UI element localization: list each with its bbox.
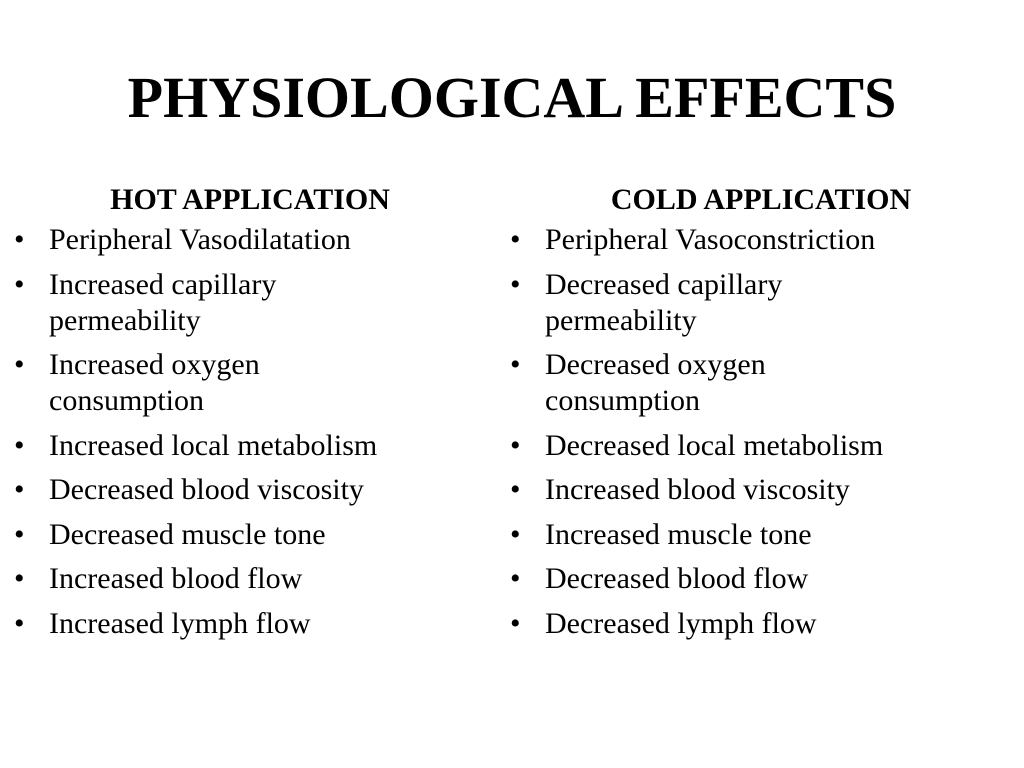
- bullet-icon: •: [14, 348, 25, 381]
- hot-application-heading: HOT APPLICATION: [110, 183, 390, 216]
- list-item-text: Decreased blood flow: [545, 562, 809, 595]
- list-item: [10, 561, 490, 597]
- list-item: [506, 606, 1016, 642]
- bullet-icon: •: [510, 223, 521, 256]
- list-item-text: Increased blood viscosity: [545, 473, 850, 506]
- list-item-text: Decreased local metabolism: [545, 428, 884, 462]
- list-item-text: Peripheral Vasoconstriction: [545, 223, 876, 256]
- list-item: [506, 267, 1016, 339]
- list-item: [506, 428, 1016, 464]
- cold-application-heading: COLD APPLICATION: [610, 183, 912, 216]
- list-item-text: Increased lymph flow: [49, 606, 311, 640]
- slide-title: PHYSIOLOGICAL EFFECTS: [127, 65, 897, 130]
- list-item: [10, 517, 490, 553]
- list-item: [10, 472, 490, 508]
- list-item-text: Decreased blood viscosity: [49, 473, 364, 506]
- list-item: [10, 606, 490, 642]
- cold-application-list: [506, 222, 1016, 642]
- list-item-text: Peripheral Vasodilatation: [49, 223, 351, 256]
- bullet-icon: •: [510, 562, 521, 595]
- hot-application-column: [10, 178, 490, 650]
- bullet-icon: •: [510, 348, 521, 381]
- bullet-icon: •: [14, 517, 25, 551]
- bullet-icon: •: [14, 267, 25, 301]
- list-item: [506, 472, 1016, 508]
- list-item-text: Increased blood flow: [49, 562, 303, 595]
- list-item: [506, 222, 1016, 258]
- bullet-icon: •: [14, 223, 25, 256]
- list-item: [10, 222, 490, 258]
- hot-application-list: [10, 222, 490, 642]
- list-item-text: Decreased muscle tone: [49, 517, 326, 551]
- list-item: [10, 267, 490, 339]
- bullet-icon: •: [510, 606, 521, 640]
- cold-application-column: [506, 178, 1016, 650]
- bullet-icon: •: [14, 428, 25, 462]
- list-item: [506, 517, 1016, 553]
- list-item: [10, 428, 490, 464]
- list-item-text: Decreased oxygen consumption: [545, 348, 766, 417]
- bullet-icon: •: [510, 428, 521, 462]
- bullet-icon: •: [510, 473, 521, 506]
- bullet-icon: •: [14, 562, 25, 595]
- list-item-text: Decreased lymph flow: [545, 606, 817, 640]
- list-item-text: Decreased capillary permeability: [545, 267, 783, 337]
- bullet-icon: •: [510, 517, 521, 551]
- list-item-text: Increased capillary permeability: [49, 267, 277, 337]
- list-item-text: Increased muscle tone: [545, 517, 812, 551]
- list-item: [506, 347, 1016, 419]
- bullet-icon: •: [14, 473, 25, 506]
- list-item: [10, 347, 490, 419]
- list-item-text: Increased local metabolism: [49, 428, 378, 462]
- list-item: [506, 561, 1016, 597]
- bullet-icon: •: [14, 606, 25, 640]
- bullet-icon: •: [510, 267, 521, 301]
- list-item-text: Increased oxygen consumption: [49, 348, 260, 417]
